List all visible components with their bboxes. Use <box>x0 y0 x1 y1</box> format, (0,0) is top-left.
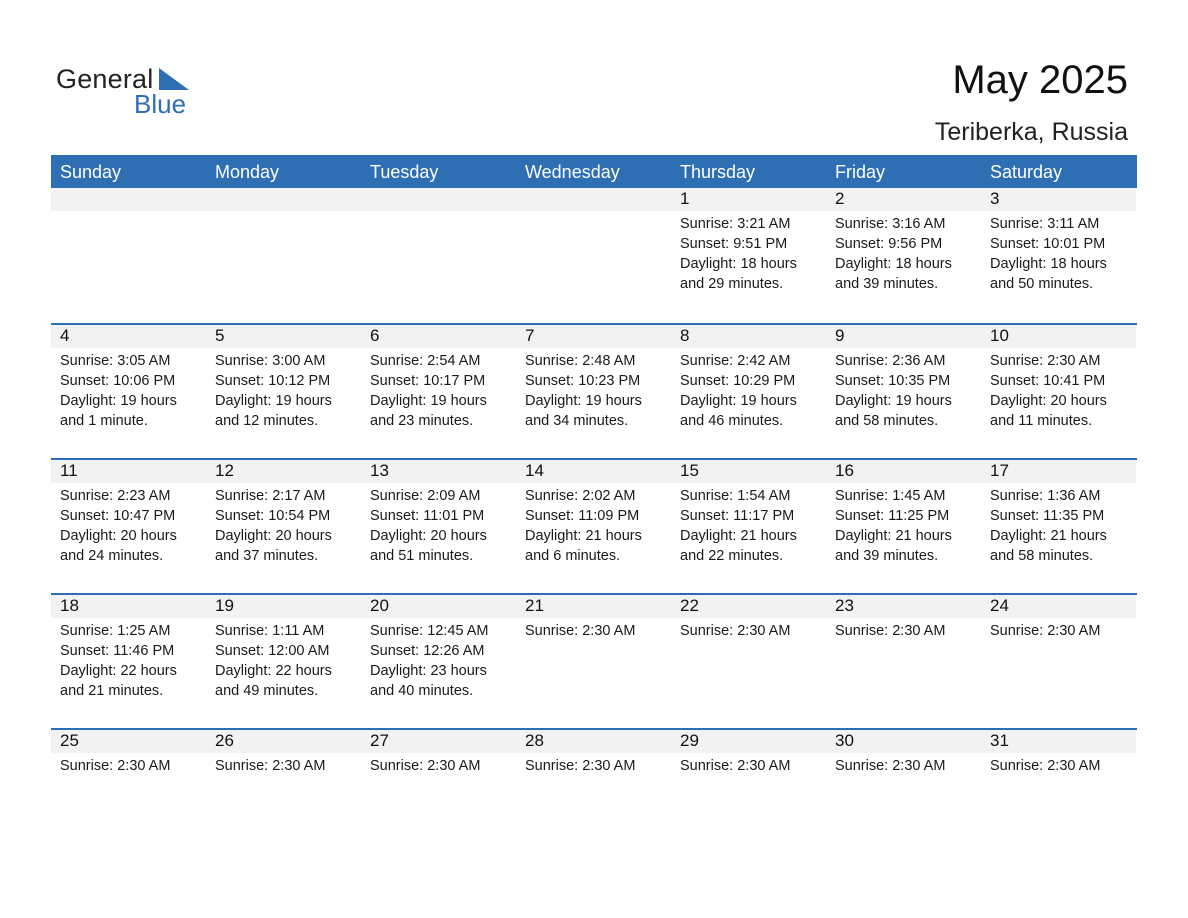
day-number: 13 <box>370 461 389 480</box>
sun-info-line: Sunset: 11:09 PM <box>525 508 640 524</box>
sun-info-line: Sunrise: 2:30 AM <box>370 758 481 774</box>
calendar-grid <box>51 155 1137 863</box>
sun-info-line: Sunrise: 2:09 AM <box>370 488 481 504</box>
sun-info-line: Sunrise: 3:11 AM <box>990 216 1100 232</box>
day-cell <box>981 595 1136 728</box>
sun-info-line: and 37 minutes. <box>215 548 319 564</box>
week-row <box>51 188 1137 323</box>
day-number: 7 <box>525 326 535 345</box>
sun-info-line: Sunrise: 2:30 AM <box>835 623 946 639</box>
day-number: 2 <box>835 189 845 208</box>
sun-info-line: and 50 minutes. <box>990 276 1094 292</box>
sun-info <box>680 351 797 431</box>
weekday-monday: Monday <box>215 162 280 182</box>
sun-info-line: and 58 minutes. <box>835 413 939 429</box>
sun-info-line: Sunrise: 3:00 AM <box>215 353 326 369</box>
calendar-week <box>51 188 1137 323</box>
sun-info-line: Sunset: 10:54 PM <box>215 508 331 524</box>
sun-info-line: Sunrise: 1:45 AM <box>835 488 946 504</box>
weekday-sunday: Sunday <box>60 162 122 182</box>
day-number-band <box>361 188 516 211</box>
sun-info-line: Sunset: 10:06 PM <box>60 373 176 389</box>
sun-info-line: Sunrise: 12:45 AM <box>370 623 489 639</box>
day-cell <box>206 325 361 458</box>
sun-info-line: Sunrise: 2:30 AM <box>215 758 326 774</box>
day-number: 4 <box>60 326 70 345</box>
day-number: 30 <box>835 731 854 750</box>
sun-info-line: and 34 minutes. <box>525 413 629 429</box>
calendar-week <box>51 593 1137 728</box>
day-number: 8 <box>680 326 690 345</box>
sun-info-line: Sunset: 11:17 PM <box>680 508 795 524</box>
sun-info-line: Sunrise: 2:42 AM <box>680 353 791 369</box>
sun-info-line: Sunrise: 2:48 AM <box>525 353 636 369</box>
sun-info-line: Sunrise: 3:05 AM <box>60 353 171 369</box>
day-cell <box>981 325 1136 458</box>
sun-info <box>680 486 797 566</box>
week-row <box>51 460 1137 593</box>
sun-info-line: and 29 minutes. <box>680 276 784 292</box>
day-number-band <box>206 188 361 211</box>
logo-text-general: General <box>56 64 154 94</box>
sun-info <box>215 756 325 776</box>
sun-info-line: Daylight: 21 hours <box>835 528 952 544</box>
day-cell <box>826 460 981 593</box>
sun-info-line: Daylight: 18 hours <box>835 256 952 272</box>
day-number-band <box>51 325 206 348</box>
day-cell <box>671 595 826 728</box>
day-number: 29 <box>680 731 699 750</box>
day-cell <box>671 460 826 593</box>
day-cell <box>516 188 671 323</box>
sun-info-line: Sunrise: 2:02 AM <box>525 488 636 504</box>
sun-info-line: and 21 minutes. <box>60 683 164 699</box>
sun-info <box>990 621 1100 641</box>
day-number: 1 <box>680 189 690 208</box>
sun-info <box>370 486 487 566</box>
sun-info-line: Sunrise: 3:16 AM <box>835 216 946 232</box>
sun-info-line: and 39 minutes. <box>835 548 939 564</box>
day-cell <box>51 460 206 593</box>
day-number-band <box>671 188 826 211</box>
sun-info-line: Sunrise: 1:25 AM <box>60 623 171 639</box>
sun-info <box>835 621 945 641</box>
day-number-band <box>516 188 671 211</box>
day-number: 20 <box>370 596 389 615</box>
weekday-tuesday: Tuesday <box>370 162 439 182</box>
day-cell <box>51 595 206 728</box>
day-number: 10 <box>990 326 1009 345</box>
day-number: 3 <box>990 189 1000 208</box>
day-number: 25 <box>60 731 79 750</box>
sun-info-line: Daylight: 21 hours <box>525 528 642 544</box>
day-number-band <box>516 325 671 348</box>
day-cell <box>516 460 671 593</box>
sun-info <box>60 351 177 431</box>
day-cell <box>516 730 671 863</box>
sun-info <box>215 621 332 701</box>
day-cell <box>516 595 671 728</box>
sun-info-line: Sunrise: 2:36 AM <box>835 353 946 369</box>
sun-info-line: Sunset: 11:25 PM <box>835 508 950 524</box>
sun-info <box>680 621 790 641</box>
page-title: May 2025 <box>952 58 1128 102</box>
sun-info <box>60 756 170 776</box>
day-number: 9 <box>835 326 845 345</box>
sun-info-line: Daylight: 22 hours <box>215 663 332 679</box>
day-number: 26 <box>215 731 234 750</box>
sun-info-line: Daylight: 18 hours <box>680 256 797 272</box>
sun-info-line: Sunset: 10:17 PM <box>370 373 486 389</box>
sun-info <box>680 214 797 294</box>
sun-info-line: Daylight: 19 hours <box>835 393 952 409</box>
day-number: 14 <box>525 461 544 480</box>
sun-info <box>215 351 332 431</box>
sun-info-line: Sunrise: 2:30 AM <box>990 758 1101 774</box>
sun-info <box>990 351 1107 431</box>
sun-info <box>370 351 487 431</box>
sun-info-line: and 40 minutes. <box>370 683 474 699</box>
sun-info-line: Daylight: 19 hours <box>525 393 642 409</box>
day-number: 16 <box>835 461 854 480</box>
day-number: 24 <box>990 596 1009 615</box>
day-number: 27 <box>370 731 389 750</box>
sun-info-line: Daylight: 23 hours <box>370 663 487 679</box>
day-cell <box>51 730 206 863</box>
day-cell <box>671 188 826 323</box>
sun-info-line: and 51 minutes. <box>370 548 474 564</box>
calendar-weeks <box>51 188 1137 863</box>
sun-info-line: and 49 minutes. <box>215 683 319 699</box>
sun-info <box>835 486 952 566</box>
sun-info <box>60 621 177 701</box>
day-cell <box>671 325 826 458</box>
day-cell <box>981 188 1136 323</box>
sun-info-line: Sunrise: 2:30 AM <box>680 758 791 774</box>
sun-info-line: Sunrise: 1:36 AM <box>990 488 1101 504</box>
sun-info-line: Daylight: 19 hours <box>680 393 797 409</box>
sun-info-line: Sunset: 12:00 AM <box>215 643 330 659</box>
day-number-band <box>671 325 826 348</box>
day-number: 28 <box>525 731 544 750</box>
sun-info-line: Sunset: 10:41 PM <box>990 373 1106 389</box>
sun-info-line: Daylight: 20 hours <box>60 528 177 544</box>
sun-info-line: Sunset: 11:01 PM <box>370 508 485 524</box>
day-number-band <box>981 188 1136 211</box>
sun-info-line: Sunrise: 2:30 AM <box>525 623 636 639</box>
day-number-band <box>51 188 206 211</box>
sun-info-line: Sunrise: 1:11 AM <box>215 623 325 639</box>
day-cell <box>206 595 361 728</box>
sun-info-line: Sunset: 9:56 PM <box>835 236 943 252</box>
sun-info-line: and 22 minutes. <box>680 548 784 564</box>
sun-info-line: Sunset: 10:12 PM <box>215 373 331 389</box>
day-number: 18 <box>60 596 79 615</box>
sun-info-line: Sunset: 10:23 PM <box>525 373 641 389</box>
day-number-band <box>206 325 361 348</box>
day-cell <box>206 730 361 863</box>
location-subtitle: Teriberka, Russia <box>934 118 1128 146</box>
sun-info-line: and 24 minutes. <box>60 548 164 564</box>
day-number: 21 <box>525 596 544 615</box>
day-cell <box>981 460 1136 593</box>
sun-info-line: Sunset: 10:47 PM <box>60 508 176 524</box>
day-number: 12 <box>215 461 234 480</box>
day-cell <box>826 188 981 323</box>
sun-info-line: Sunrise: 2:30 AM <box>680 623 791 639</box>
day-number-band <box>826 188 981 211</box>
day-cell <box>826 730 981 863</box>
sun-info-line: and 1 minute. <box>60 413 148 429</box>
sun-info-line: Sunrise: 2:54 AM <box>370 353 481 369</box>
day-number: 19 <box>215 596 234 615</box>
day-number-band <box>361 325 516 348</box>
calendar-week <box>51 458 1137 593</box>
sun-info-line: Sunrise: 2:30 AM <box>990 353 1101 369</box>
sun-info-line: Sunrise: 2:30 AM <box>835 758 946 774</box>
sun-info-line: Sunrise: 2:30 AM <box>60 758 171 774</box>
sun-info-line: Daylight: 19 hours <box>370 393 487 409</box>
weekday-friday: Friday <box>835 162 886 182</box>
sun-info-line: Daylight: 22 hours <box>60 663 177 679</box>
sun-info-line: Sunset: 10:29 PM <box>680 373 796 389</box>
sun-info-line: Sunset: 12:26 AM <box>370 643 485 659</box>
sun-info <box>835 756 945 776</box>
sun-info-line: Sunrise: 2:30 AM <box>525 758 636 774</box>
sun-info-line: Daylight: 20 hours <box>990 393 1107 409</box>
logo-triangle-icon <box>159 68 189 90</box>
day-number: 23 <box>835 596 854 615</box>
sun-info <box>990 756 1100 776</box>
day-cell <box>206 188 361 323</box>
sun-info-line: Sunrise: 1:54 AM <box>680 488 791 504</box>
sun-info-line: Daylight: 19 hours <box>215 393 332 409</box>
sun-info-line: and 12 minutes. <box>215 413 319 429</box>
sun-info-line: Sunset: 11:35 PM <box>990 508 1105 524</box>
day-number: 5 <box>215 326 225 345</box>
sun-info-line: Daylight: 19 hours <box>60 393 177 409</box>
sun-info-line: Daylight: 21 hours <box>680 528 797 544</box>
sun-info-line: Sunset: 10:35 PM <box>835 373 951 389</box>
day-cell <box>361 730 516 863</box>
day-cell <box>51 188 206 323</box>
sun-info-line: and 46 minutes. <box>680 413 784 429</box>
sun-info-line: Daylight: 20 hours <box>370 528 487 544</box>
logo-text-blue: Blue <box>134 89 187 119</box>
day-number: 17 <box>990 461 1009 480</box>
sun-info-line: and 39 minutes. <box>835 276 939 292</box>
sun-info <box>835 214 952 294</box>
day-cell <box>361 595 516 728</box>
sun-info <box>370 621 489 701</box>
sun-info-line: Sunrise: 2:30 AM <box>990 623 1101 639</box>
sun-info <box>990 214 1107 294</box>
sun-info-line: Sunset: 11:46 PM <box>60 643 175 659</box>
sun-info-line: and 11 minutes. <box>990 413 1093 429</box>
sun-info-line: Sunrise: 2:23 AM <box>60 488 171 504</box>
day-number: 15 <box>680 461 699 480</box>
sun-info <box>835 351 952 431</box>
week-row <box>51 325 1137 458</box>
day-cell <box>826 325 981 458</box>
day-number-band <box>826 325 981 348</box>
generalblue-logo <box>56 64 236 124</box>
weekday-header <box>51 155 1137 188</box>
day-number: 22 <box>680 596 699 615</box>
sun-info <box>525 486 642 566</box>
day-cell <box>51 325 206 458</box>
day-cell <box>361 188 516 323</box>
sun-info <box>525 351 642 431</box>
day-number: 6 <box>370 326 380 345</box>
sun-info-line: and 23 minutes. <box>370 413 474 429</box>
sun-info <box>215 486 332 566</box>
day-cell <box>981 730 1136 863</box>
calendar-week <box>51 323 1137 458</box>
sun-info-line: Sunrise: 2:17 AM <box>215 488 326 504</box>
day-cell <box>361 460 516 593</box>
weekday-wednesday: Wednesday <box>525 162 620 182</box>
sun-info-line: Daylight: 18 hours <box>990 256 1107 272</box>
sun-info-line: Daylight: 21 hours <box>990 528 1107 544</box>
day-cell <box>516 325 671 458</box>
sun-info-line: Sunrise: 3:21 AM <box>680 216 791 232</box>
sun-info-line: Sunset: 10:01 PM <box>990 236 1106 252</box>
calendar-week <box>51 728 1137 863</box>
week-row <box>51 730 1137 863</box>
day-cell <box>206 460 361 593</box>
sun-info-line: Daylight: 20 hours <box>215 528 332 544</box>
sun-info <box>680 756 790 776</box>
week-row <box>51 595 1137 728</box>
day-number: 31 <box>990 731 1009 750</box>
day-cell <box>671 730 826 863</box>
weekday-thursday: Thursday <box>680 162 756 182</box>
day-cell <box>826 595 981 728</box>
sun-info-line: and 58 minutes. <box>990 548 1094 564</box>
sun-info <box>525 756 635 776</box>
day-cell <box>361 325 516 458</box>
day-number: 11 <box>60 461 78 480</box>
weekday-saturday: Saturday <box>990 162 1063 182</box>
sun-info-line: Sunset: 9:51 PM <box>680 236 788 252</box>
sun-info <box>370 756 480 776</box>
sun-info-line: and 6 minutes. <box>525 548 621 564</box>
sun-info <box>60 486 177 566</box>
sun-info <box>525 621 635 641</box>
sun-info <box>990 486 1107 566</box>
